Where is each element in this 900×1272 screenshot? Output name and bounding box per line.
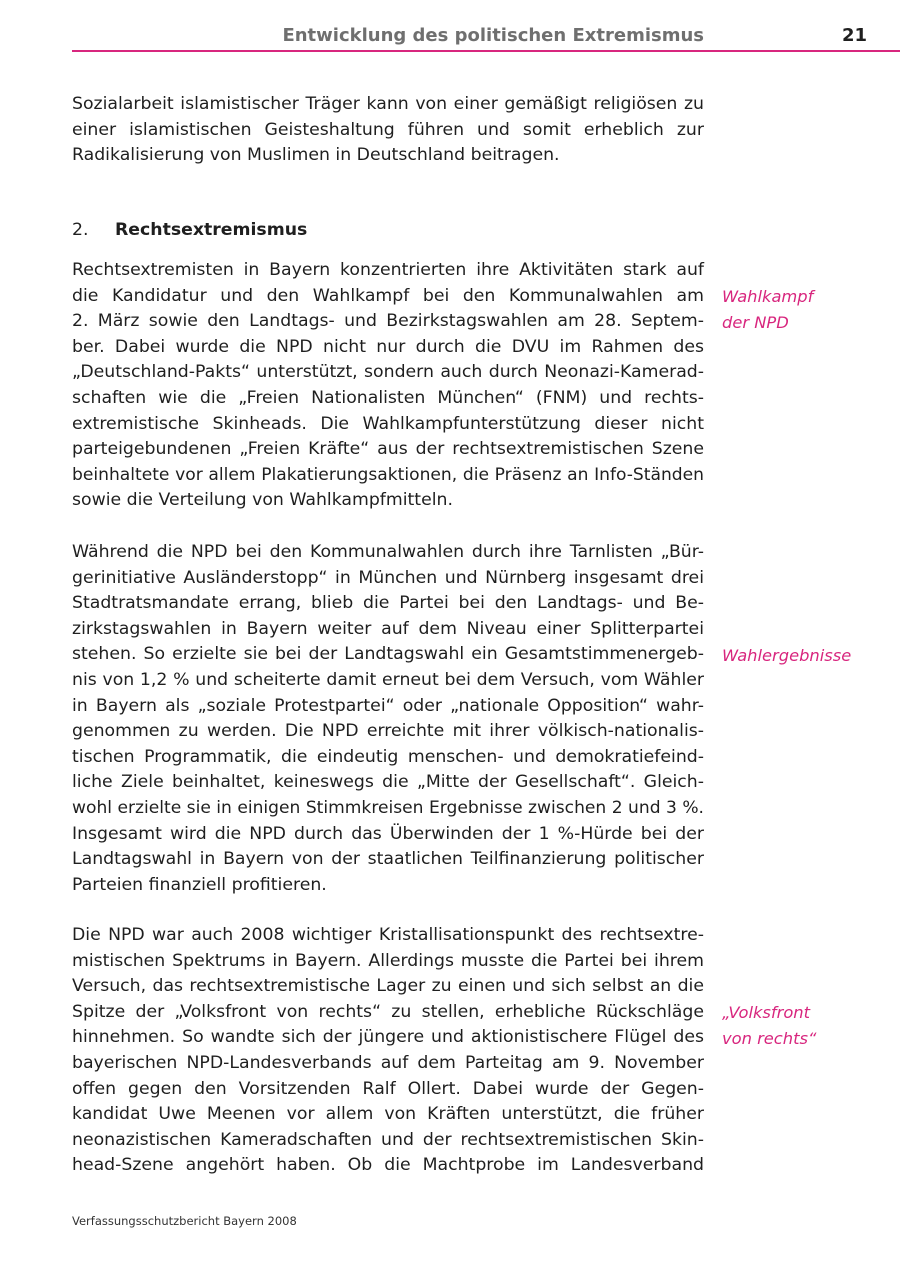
text-line: Die NPD war auch 2008 wichtiger Kristallisationspunkt des rechtsextre-: [72, 925, 704, 945]
text-line: Parteien finanziell profitieren.: [72, 874, 327, 895]
text-line: Landtagswahl in Bayern von der staatlichen Teilfinanzierung politischer: [72, 849, 704, 870]
margin-note-line: Wahlkampf: [722, 287, 814, 306]
text-line: Sozialarbeit islamistischer Träger kann von einer gemäßigt religiösen zu: [72, 94, 704, 114]
section-heading: [72, 218, 307, 244]
text-line: zirkstagswahlen in Bayern weiter auf dem Niveau einer Splitterpartei: [72, 618, 704, 639]
text-line: stehen. So erzielte sie bei der Landtagswahl ein Gesamtstimmenergeb-: [72, 644, 704, 665]
text-line: beinhaltete vor allem Plakatierungsaktionen, die Präsenz an Info-Ständen: [72, 464, 704, 485]
text-line: schaften wie die „Freien Nationalisten München“ (FNM) und rechts-: [72, 387, 704, 408]
margin-note-volksfront: [722, 1000, 816, 1051]
text-line: Rechtsextremisten in Bayern konzentrierten ihre Aktivitäten stark auf: [72, 260, 704, 280]
text-line: wohl erzielte sie in einigen Stimmkreisen Ergebnisse zwischen 2 und 3 %.: [72, 797, 704, 818]
text-line: offen gegen den Vorsitzenden Ralf Ollert. Dabei wurde der Gegen-: [72, 1078, 704, 1099]
margin-note-wahlkampf: [722, 284, 813, 335]
page-header: [72, 0, 900, 52]
text-line: in Bayern als „soziale Protestpartei“ oder „nationale Opposition“ wahr-: [72, 695, 704, 716]
margin-note-line: der NPD: [722, 312, 789, 332]
text-line: parteigebundenen „Freien Kräfte“ aus der rechtsextremistischen Szene: [72, 439, 704, 460]
text-line: genommen zu werden. Die NPD erreichte mit ihrer völkisch-nationalis-: [72, 721, 704, 742]
text-line: nis von 1,2 % und scheiterte damit erneut bei dem Versuch, vom Wähler: [72, 669, 704, 690]
text-line: ber. Dabei wurde die NPD nicht nur durch die DVU im Rahmen des: [72, 336, 704, 357]
text-line: sowie die Verteilung von Wahlkampfmitteln.: [72, 490, 453, 511]
paragraph-volksfront: [72, 923, 704, 1179]
section-title: Rechtsextremismus: [115, 220, 308, 240]
margin-note-line: von rechts“: [722, 1028, 817, 1048]
header-rule: [72, 50, 900, 52]
paragraph-wahlkampf: [72, 258, 704, 514]
text-line: Während die NPD bei den Kommunalwahlen durch ihre Tarnlisten „Bür-: [72, 542, 704, 562]
text-line: neonazistischen Kameradschaften und der rechtsextremistischen Skin-: [72, 1129, 704, 1150]
text-line: Insgesamt wird die NPD durch das Überwinden der 1 %-Hürde bei der: [72, 823, 704, 844]
text-line: 2. März sowie den Landtags- und Bezirkstagswahlen am 28. Septem-: [72, 311, 704, 332]
text-line: gerinitiative Ausländerstopp“ in München und Nürnberg insgesamt drei: [72, 567, 704, 588]
text-line: tischen Programmatik, die eindeutig menschen- und demokratiefeind-: [72, 746, 704, 767]
text-line: „Deutschland-Pakts“ unterstützt, sondern auch durch Neonazi-Kamerad-: [72, 362, 704, 383]
text-line: mistischen Spektrums in Bayern. Allerdings musste die Partei bei ihrem: [72, 950, 704, 971]
paragraph-intro: [72, 92, 704, 169]
text-line: Stadtratsmandate errang, blieb die Partei bei den Landtags- und Be-: [72, 593, 704, 614]
text-line: die Kandidatur und den Wahlkampf bei den Kommunalwahlen am: [72, 285, 704, 306]
text-line: extremistische Skinheads. Die Wahlkampfunterstützung dieser nicht: [72, 413, 704, 434]
section-number: 2.: [72, 220, 89, 240]
paragraph-wahlergebnisse: [72, 540, 704, 898]
text-line: liche Ziele beinhaltet, keineswegs die „Mitte der Gesellschaft“. Gleich-: [72, 772, 704, 793]
text-line: einer islamistischen Geisteshaltung führen und somit erheblich zur: [72, 119, 704, 140]
page-footer: Verfassungsschutzbericht Bayern 2008: [72, 1214, 297, 1228]
margin-note-line: Wahlergebnisse: [722, 646, 852, 665]
text-line: Spitze der „Volksfront von rechts“ zu stellen, erhebliche Rückschläge: [72, 1001, 704, 1022]
margin-note-line: „Volksfront: [722, 1003, 811, 1022]
text-line: head-Szene angehört haben. Ob die Machtprobe im Landesverband: [72, 1155, 704, 1176]
running-title: Entwicklung des politischen Extremismus: [282, 25, 704, 46]
text-line: hinnehmen. So wandte sich der jüngere und aktionistischere Flügel des: [72, 1027, 704, 1048]
text-line: Versuch, das rechtsextremistische Lager zu einen und sich selbst an die: [72, 976, 704, 997]
text-line: kandidat Uwe Meenen vor allem von Kräften unterstützt, die früher: [72, 1104, 704, 1125]
margin-note-wahlergebnisse: [722, 643, 851, 669]
text-line: Radikalisierung von Muslimen in Deutschland beitragen.: [72, 145, 560, 166]
page-number: 21: [841, 25, 867, 46]
text-line: bayerischen NPD-Landesverbands auf dem Parteitag am 9. November: [72, 1052, 704, 1073]
